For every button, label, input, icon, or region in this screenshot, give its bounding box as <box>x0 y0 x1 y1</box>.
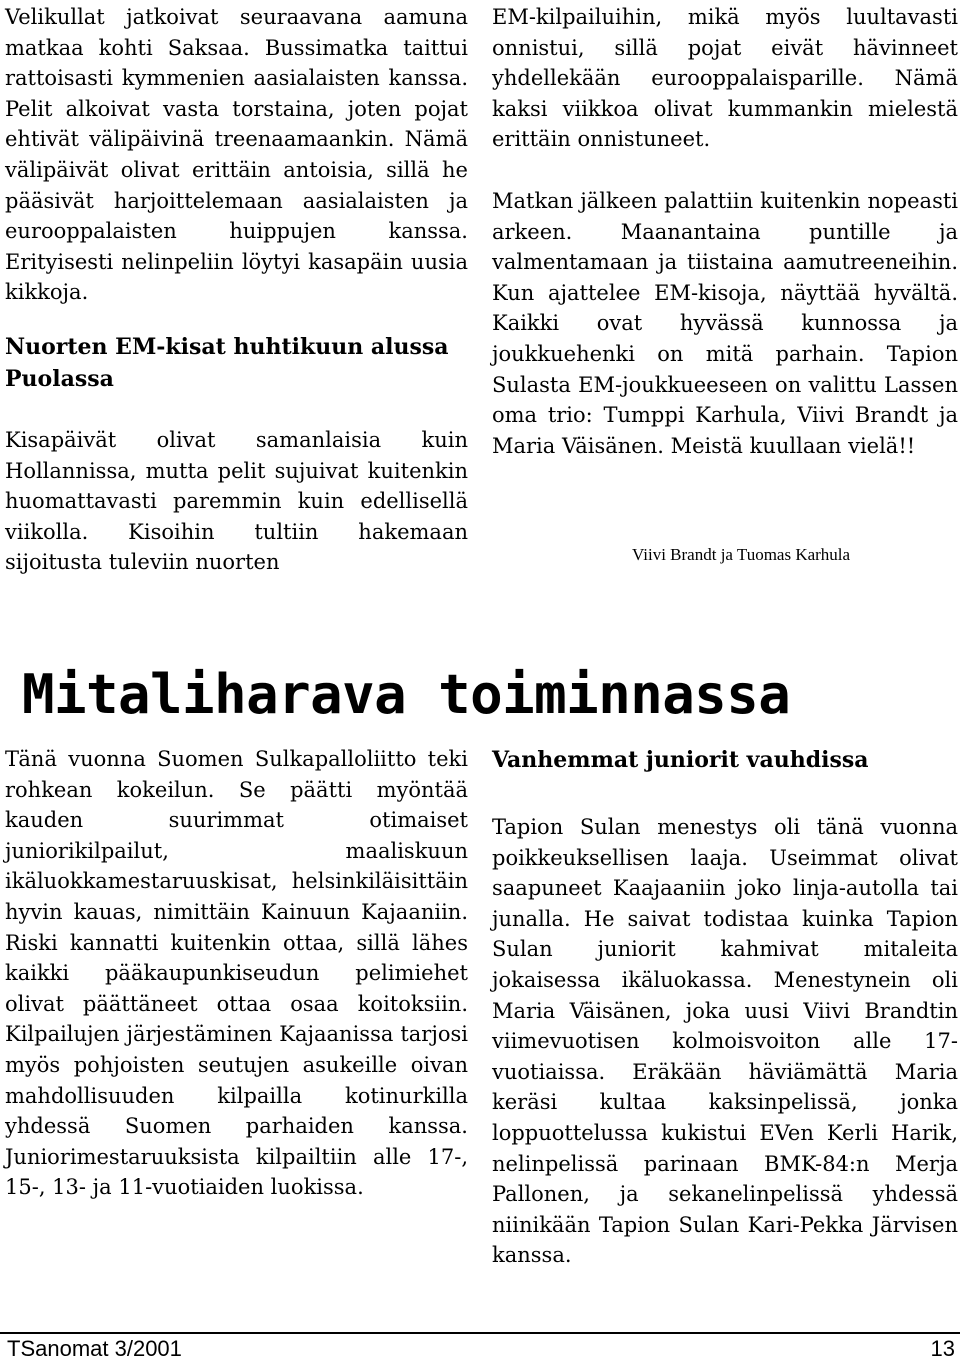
body-paragraph: Kisapäivät olivat samanlaisia kuin Hollannissa, mutta pelit sujuivat kuitenkin huomattavasti paremmin kuin edellisellä viikolla. Kisoihin tultiin hakemaan sijoitusta tuleviin nuorten <box>5 427 468 575</box>
article-headline: Mitaliharava toiminnassa <box>22 663 791 726</box>
body-paragraph: Tapion Sulan menestys oli tänä vuonna poikkeuksellisen laaja. Useimmat olivat saapuneet Kaajaaniin joko linja-autolla tai junalla. He saivat todistaa kuinka Tapion Sulan juniorit kahmivat mitaleita jokaisessa ikäluokassa. Menestynein oli Maria Väisänen, joka uusi Viivi Brandtin viimevuotisen kolmoisvoiton alle 17-vuotiaissa. Eräkään häviämättä Maria keräsi kultaa kaksinpelissä, jonka loppuottelussa kukistui EVen Kerli Harik, nelinpelissä parinaan BMK-84:n Merja Pallonen, ja sekanelinpelissä yhdessä niinikään Tapion Sulan Kari-Pekka Järvisen kanssa. <box>492 815 958 1268</box>
article-bottom-right-column <box>492 744 958 1271</box>
article-byline: Viivi Brandt ja Tuomas Karhula <box>632 545 851 564</box>
section-subheading: Vanhemmat juniorit vauhdissa <box>492 747 869 773</box>
body-paragraph: EM-kilpailuihin, mikä myös luultavasti onnistui, sillä pojat eivät hävinneet yhdellekään eurooppalaisparille. Nämä kaksi viikkoa olivat kummankin mielestä erittäin onnistuneet. <box>492 5 958 152</box>
body-paragraph: Matkan jälkeen palattiin kuitenkin nopeasti arkeen. Maanantaina puntille ja valmentamaan ja tiistaina aamutreeneihin. Kun ajattelee EM-kisoja, näyttää hyvältä. Kaikki ovat hyvässä kunnossa ja joukkuehenki on mitä parhain. Tapion Sulasta EM-joukkueeseen on valittu Lassen oma trio: Tumppi Karhula, Viivi Brandt ja Maria Väisänen. Meistä kuullaan vielä!! <box>492 188 958 458</box>
page-number: 13 <box>930 1336 955 1361</box>
body-paragraph: Velikullat jatkoivat seuraavana aamuna matkaa kohti Saksaa. Bussimatka taittui rattoisasti kymmenien aasialaisten kanssa. Pelit alkoivat vasta torstaina, joten pojat ehtivät välipäivinä treenaamaankin. Nämä välipäivät olivat erittäin antoisia, sillä he pääsivät harjoittelemaan aasialaisten ja eurooppalaisten huippujen kanssa. Erityisesti nelinpeliin löytyi kasapäin uusia kikkoja. <box>5 5 468 305</box>
section-subheading: Nuorten EM-kisat huhtikuun alussa Puolassa <box>5 333 449 392</box>
footer-divider <box>0 1332 960 1334</box>
article-bottom-left-column <box>5 744 468 1203</box>
article-top-right-column <box>492 2 958 461</box>
publication-name: TSanomat 3/2001 <box>7 1336 182 1361</box>
article-top-left-column <box>5 2 468 578</box>
body-paragraph: Tänä vuonna Suomen Sulkapalloliitto teki rohkean kokeilun. Se päätti myöntää kauden suurimmat otimaiset juniorikilpailut, maaliskuun ikäluokkamestaruuskisat, helsinkiläisittäin hyvin kauas, nimittäin Kainuun Kajaaniin. Riski kannatti kuitenkin ottaa, sillä lähes kaikki pääkaupunkiseudun pelimiehet olivat päättäneet ottaa osaa koitoksiin. Kilpailujen järjestäminen Kajaanissa tarjosi myös pohjoisten seutujen asukeille oivan mahdollisuuden kilpailla kotinurkilla yhdessä Suomen parhaiden kanssa. Juniorimestaruuksista kilpailtiin alle 17-, 15-, 13- ja 11-vuotiaiden luokissa. <box>5 747 468 1200</box>
